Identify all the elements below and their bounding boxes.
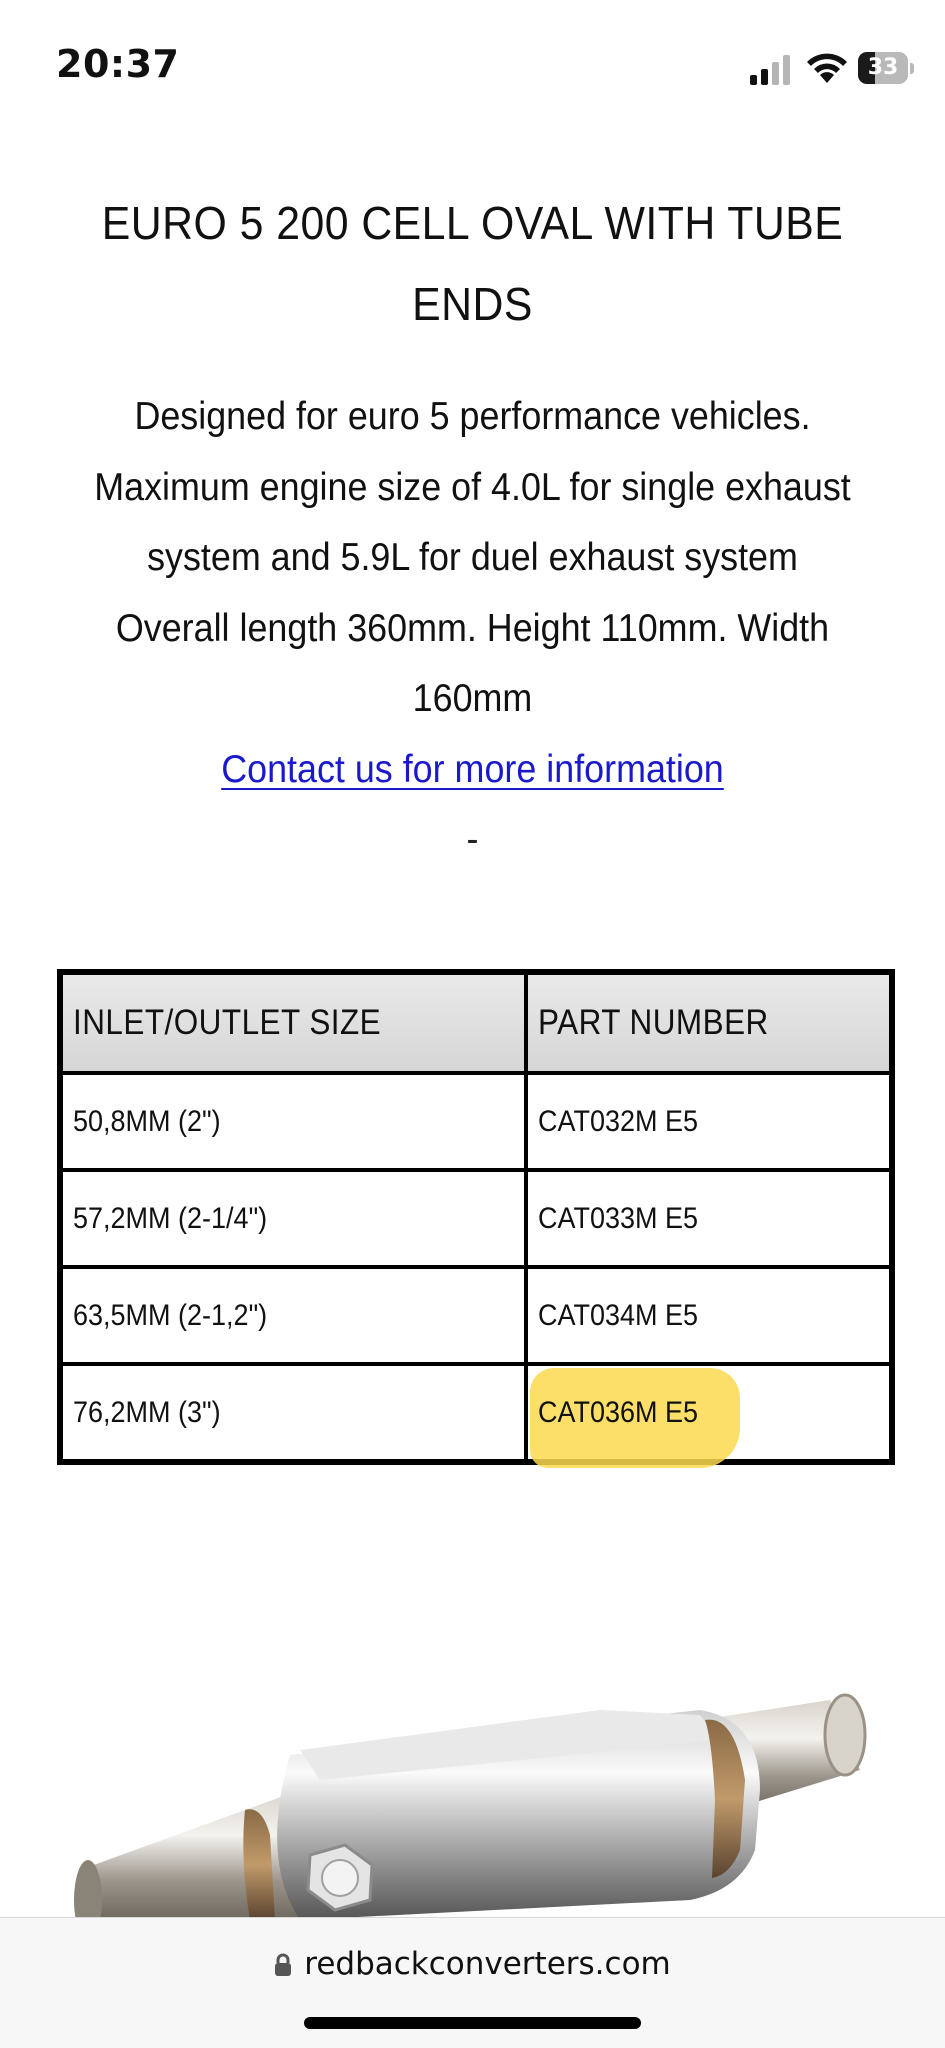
product-image xyxy=(0,1660,945,1920)
separator-dash: - xyxy=(466,818,479,861)
browser-url-bar[interactable] xyxy=(0,1917,945,2048)
size-cell: 76,2MM (3") xyxy=(60,1364,526,1462)
part-number-cell xyxy=(526,1364,892,1462)
part-number-cell: CAT032M E5 xyxy=(526,1073,892,1170)
description-line-2: Maximum engine size of 4.0L for single exhaust system and 5.9L for duel exhaust system xyxy=(94,465,851,579)
table-row xyxy=(60,1267,892,1364)
table-header-row xyxy=(60,972,892,1073)
battery-level: 33 xyxy=(867,55,899,80)
size-cell: 57,2MM (2-1/4") xyxy=(60,1170,526,1267)
contact-link[interactable]: Contact us for more information xyxy=(221,747,724,791)
lock-icon xyxy=(274,1953,292,1977)
table-row xyxy=(60,1364,892,1462)
part-number-cell: CAT034M E5 xyxy=(526,1267,892,1364)
part-number-table xyxy=(57,969,895,1465)
battery-icon xyxy=(858,52,914,84)
description-line-3: Overall length 360mm. Height 110mm. Width 160mm xyxy=(115,606,830,720)
part-number-cell: CAT033M E5 xyxy=(526,1170,892,1267)
url-text[interactable]: redbackconverters.com xyxy=(304,1946,671,1982)
status-time: 20:37 xyxy=(56,42,180,86)
home-indicator[interactable] xyxy=(304,2017,641,2029)
table-row xyxy=(60,1073,892,1170)
column-header-size: INLET/OUTLET SIZE xyxy=(60,972,526,1073)
status-bar xyxy=(0,0,945,130)
column-header-part-number: PART NUMBER xyxy=(526,972,892,1073)
size-cell: 50,8MM (2") xyxy=(60,1073,526,1170)
size-cell: 63,5MM (2-1,2") xyxy=(60,1267,526,1364)
page-title: EURO 5 200 CELL OVAL WITH TUBE ENDS xyxy=(101,197,844,330)
description-line-1: Designed for euro 5 performance vehicles. xyxy=(134,395,811,438)
wifi-icon xyxy=(806,52,848,84)
signal-icon xyxy=(750,55,792,85)
table-row xyxy=(60,1170,892,1267)
product-description xyxy=(75,382,871,876)
highlighted-part-number: CAT036M E5 xyxy=(538,1396,716,1430)
